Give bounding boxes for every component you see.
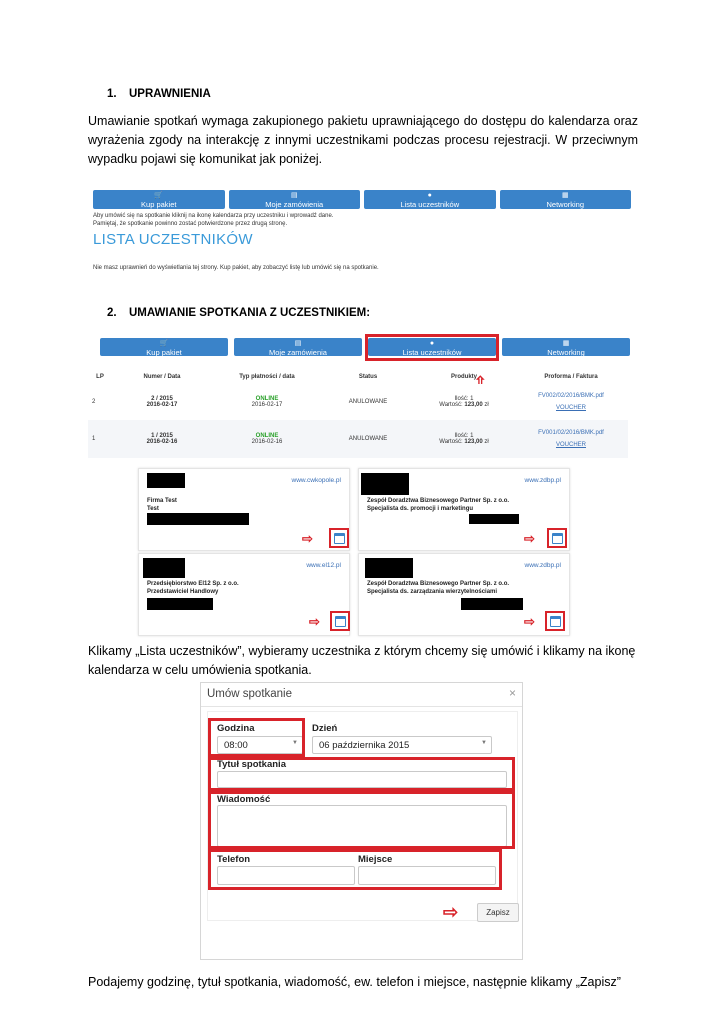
participants-list-label-2: Lista uczestników: [402, 348, 462, 357]
save-button[interactable]: Zapisz: [477, 903, 519, 922]
arrow-right-icon: ⇨: [302, 531, 313, 546]
orders-table-wrapper: [88, 370, 628, 458]
product-qty: Ilość: 1: [454, 433, 474, 439]
voucher-link[interactable]: VOUCHER: [555, 405, 586, 411]
networking-button[interactable]: [500, 190, 632, 209]
orders-table: [88, 370, 628, 458]
card-role: Specjalista ds. zarządzania wierzytelnościami: [367, 589, 498, 595]
my-orders-label-2: Moje zamówienia: [269, 348, 327, 357]
users-icon: ●: [429, 340, 435, 347]
day-value: 06 października 2015: [319, 740, 410, 751]
product-currency: zł: [484, 402, 489, 408]
col-status: Status: [358, 374, 378, 380]
section-1-number: 1.: [107, 88, 117, 100]
card-url[interactable]: www.zdbp.pl: [524, 562, 561, 569]
paragraph-2: Klikamy „Lista uczestników”, wybieramy uczestnika z którym chcemy się umówić i klikamy na ikonę kalendarza w celu umówienia spotkania.: [88, 644, 636, 677]
product-value: 123,00: [464, 402, 483, 408]
networking-button-2[interactable]: [502, 338, 630, 356]
section-1-paragraph: Umawianie spotkań wymaga zakupionego pakietu uprawniającego do dostępu do kalendarza oraz wyrażenia zgody na interakcję z innymi uczestnikami podczas procesu rejestracji. W przeciwnym wypadku pojawi się komunikat jak poniżej.: [88, 114, 638, 166]
col-products: Produkty: [450, 374, 477, 380]
document-icon: ▤: [290, 192, 298, 199]
product-value: 123,00: [464, 439, 483, 445]
calendar-icon: [334, 533, 345, 544]
section-2-title: UMAWIANIE SPOTKANIA Z UCZESTNIKIEM:: [129, 307, 371, 319]
row-number: [112, 420, 212, 458]
participant-card: [358, 468, 570, 551]
participant-card: [138, 468, 350, 551]
row-payment: [212, 384, 322, 420]
hour-value: 08:00: [224, 740, 248, 751]
chevron-down-icon: ▼: [292, 740, 298, 746]
product-qty: Ilość: 1: [454, 396, 474, 402]
info-text-1: Aby umówić się na spotkanie kliknij na ikonę kalendarza przy uczestniku i wprowadź dane.: [93, 213, 334, 219]
card-company: Przedsiębiorstwo El12 Sp. z o.o.: [147, 581, 239, 587]
highlight-message: [208, 791, 515, 849]
card-company: Firma Test: [147, 498, 177, 504]
calendar-icon: [552, 533, 563, 544]
redacted-name: [461, 598, 523, 610]
highlight-participants-button: [365, 334, 499, 361]
order-status: ANULOWANE: [348, 436, 388, 442]
participant-card: [358, 553, 570, 636]
voucher-link[interactable]: VOUCHER: [555, 442, 586, 448]
participants-list-label: Lista uczestników: [400, 200, 460, 209]
order-number: 1 / 2015: [151, 433, 173, 439]
card-company: Zespół Doradztwa Biznesowego Partner Sp. z o.o.: [367, 581, 510, 587]
row-payment: [212, 420, 322, 458]
chevron-down-icon: ▼: [481, 740, 487, 746]
col-payment: Typ płatności / data: [239, 374, 295, 380]
my-orders-button-2[interactable]: [234, 338, 362, 356]
my-orders-label: Moje zamówienia: [265, 200, 324, 209]
order-date: 2016-02-17: [146, 402, 178, 408]
col-invoice: Proforma / Faktura: [544, 374, 598, 380]
hour-label: Godzina: [217, 723, 255, 734]
col-lp: LP: [96, 374, 104, 380]
cart-icon: 🛒: [159, 340, 169, 347]
payment-type: ONLINE: [255, 433, 279, 439]
invoice-link[interactable]: FV002/02/2016/BMK.pdf: [538, 393, 604, 399]
networking-label-2: Networking: [547, 348, 585, 357]
modal-header: [201, 683, 522, 707]
section-2-number: 2.: [107, 307, 117, 319]
calendar-icon: ▦: [562, 340, 570, 347]
table-row: [88, 384, 628, 420]
paragraph-3: Podajemy godzinę, tytuł spotkania, wiadomość, ew. telefon i miejsce, następnie klikamy „Zapisz”: [88, 975, 621, 989]
nav-bar: [93, 190, 631, 209]
order-number: 2 / 2015: [151, 396, 173, 402]
redacted-photo: [143, 558, 185, 578]
screenshot-no-access: [93, 190, 631, 282]
no-access-message: Nie masz uprawnień do wyświetlania tej strony. Kup pakiet, aby zobaczyć listę lub umówić się na spotkanie.: [93, 265, 379, 271]
card-role: Specjalista ds. promocji i marketingu: [367, 506, 474, 512]
col-number: Numer / Data: [143, 374, 181, 380]
info-text-2: Pamiętaj, że spotkanie powinno zostać potwierdzone przez drugą stronę.: [93, 221, 288, 227]
payment-date: 2016-02-17: [251, 402, 283, 408]
row-products: [414, 420, 514, 458]
users-icon: ●: [427, 192, 432, 199]
participants-heading: LISTA UCZESTNIKÓW: [93, 231, 253, 248]
row-lp: 2: [92, 399, 96, 405]
participant-card: [138, 553, 350, 636]
arrow-right-icon: ⇨: [309, 614, 320, 629]
redacted-name: [469, 514, 519, 524]
buy-package-label-2: Kup pakiet: [146, 348, 182, 357]
payment-type: ONLINE: [255, 396, 279, 402]
day-label: Dzień: [312, 723, 338, 734]
table-row: [88, 420, 628, 458]
networking-label: Networking: [546, 200, 584, 209]
card-url[interactable]: www.cwkopole.pl: [291, 477, 341, 484]
participants-list-button[interactable]: [364, 190, 496, 209]
card-url[interactable]: www.zdbp.pl: [524, 477, 561, 484]
order-status: ANULOWANE: [348, 399, 388, 405]
calendar-icon: ▦: [561, 192, 569, 199]
buy-package-label: Kup pakiet: [141, 200, 177, 209]
buy-package-button[interactable]: [93, 190, 225, 209]
calendar-icon: [550, 616, 561, 627]
buy-package-button-2[interactable]: [100, 338, 228, 356]
card-url[interactable]: www.el12.pl: [306, 562, 341, 569]
redacted-photo: [361, 473, 409, 495]
redacted-photo: [365, 558, 413, 578]
order-date: 2016-02-16: [146, 439, 178, 445]
cart-icon: 🛒: [154, 192, 164, 199]
close-icon[interactable]: ×: [508, 686, 516, 700]
row-products: [414, 384, 514, 420]
product-currency: zł: [484, 439, 489, 445]
card-role: Test: [147, 506, 159, 512]
place-label: Miejsce: [358, 854, 393, 865]
redacted-name: [147, 598, 213, 610]
calendar-button[interactable]: [547, 528, 567, 548]
modal-title: Umów spotkanie: [207, 688, 293, 700]
row-lp: 1: [92, 436, 96, 442]
phone-label: Telefon: [217, 854, 251, 865]
arrow-right-icon: ⇨: [443, 902, 459, 922]
calendar-button[interactable]: [330, 611, 350, 631]
redacted-name: [147, 513, 249, 525]
redacted-photo: [147, 473, 185, 488]
row-number: [112, 384, 212, 420]
product-value-label: Wartość:: [439, 402, 463, 408]
highlight-phone-place: [208, 849, 502, 890]
document-icon: ▤: [294, 340, 302, 347]
my-orders-button[interactable]: [229, 190, 361, 209]
card-role: Przedstawiciel Handlowy: [147, 589, 219, 595]
calendar-icon: [335, 616, 346, 627]
calendar-button[interactable]: [545, 611, 565, 631]
invoice-link[interactable]: FV001/02/2016/BMK.pdf: [538, 430, 604, 436]
message-label: Wiadomość: [217, 794, 271, 805]
arrow-right-icon: ⇨: [524, 614, 535, 629]
subject-label: Tytuł spotkania: [217, 759, 286, 770]
card-company: Zespół Doradztwa Biznesowego Partner Sp. z o.o.: [367, 498, 510, 504]
payment-date: 2016-02-16: [251, 439, 283, 445]
calendar-button[interactable]: [329, 528, 349, 548]
arrow-up-icon: ⇧: [474, 374, 487, 391]
row-invoice: [514, 420, 628, 458]
row-invoice: [514, 384, 628, 420]
highlight-hour: [208, 718, 305, 757]
product-value-label: Wartość:: [439, 439, 463, 445]
arrow-right-icon: ⇨: [524, 531, 535, 546]
section-1-title: UPRAWNIENIA: [129, 88, 211, 100]
highlight-subject: [208, 757, 515, 791]
day-select[interactable]: [312, 736, 492, 754]
